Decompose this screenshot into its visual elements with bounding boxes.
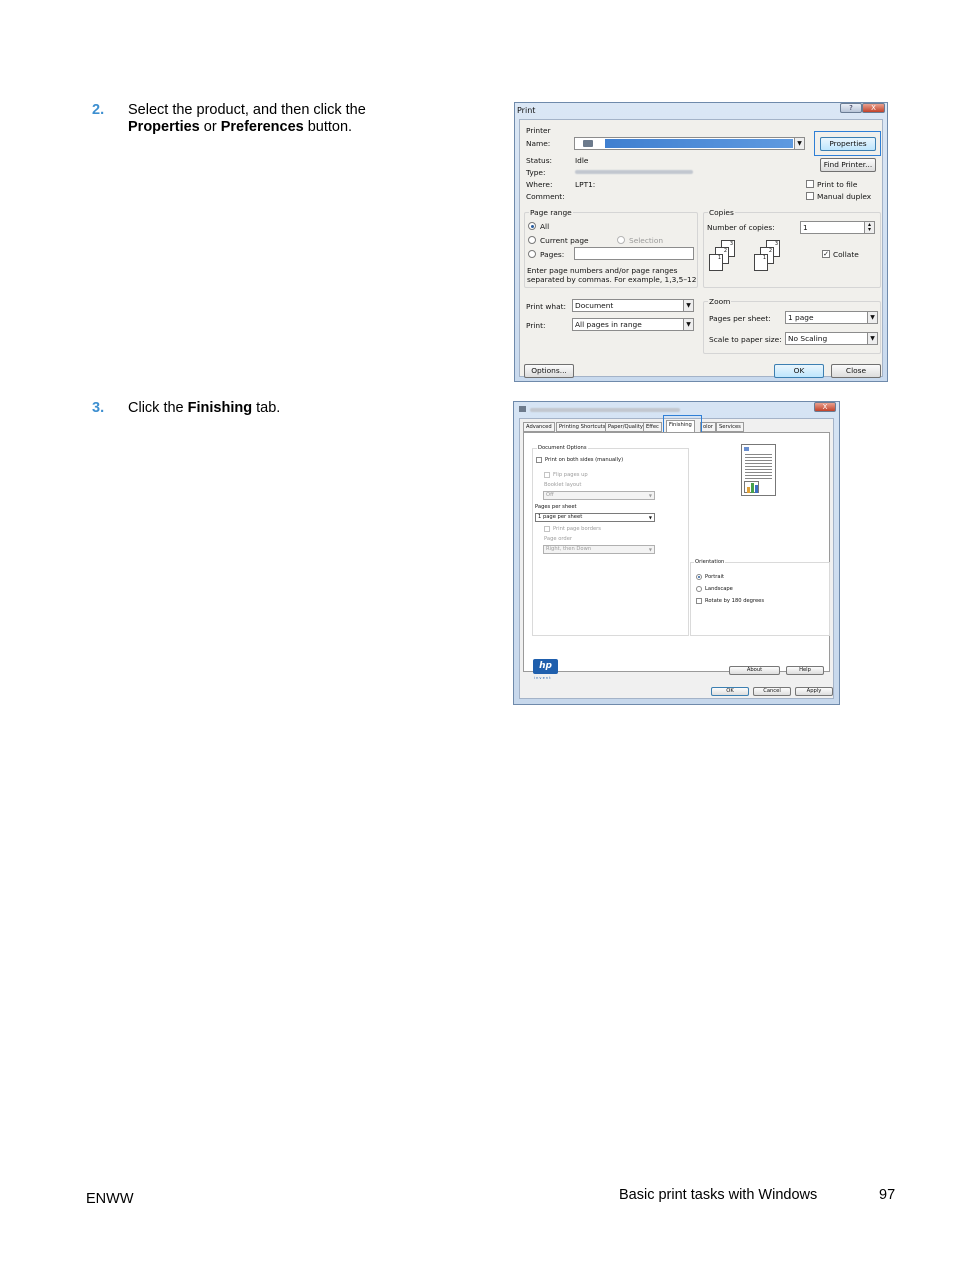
portrait-label: Portrait xyxy=(705,574,725,580)
pages-per-sheet-select[interactable]: 1 page ▼ xyxy=(785,311,878,324)
where-label: Where: xyxy=(526,180,553,189)
printer-group-label: Printer xyxy=(526,126,551,135)
rotate-checkbox[interactable] xyxy=(696,598,702,604)
number-of-copies-label: Number of copies: xyxy=(707,223,775,232)
chevron-down-icon: ▼ xyxy=(683,319,693,330)
pages-label: Pages: xyxy=(540,250,565,259)
selection-radio[interactable] xyxy=(617,236,625,244)
document-options-group xyxy=(532,445,689,636)
manual-duplex-label: Manual duplex xyxy=(817,192,872,201)
orientation-label: Orientation xyxy=(695,559,725,565)
print-what-label: Print what: xyxy=(526,302,566,311)
current-page-label: Current page xyxy=(540,236,589,245)
page-order-select[interactable]: Right, then Down ▼ xyxy=(543,545,655,554)
ok-button[interactable]: OK xyxy=(774,364,824,378)
tab-printing-shortcuts[interactable]: Printing Shortcuts xyxy=(556,422,608,432)
print-page-borders-checkbox[interactable] xyxy=(544,526,550,532)
tab-effects[interactable]: Effec xyxy=(643,422,662,432)
footer-left: ENWW xyxy=(86,1191,134,1207)
close-button[interactable]: X xyxy=(862,103,885,113)
hp-logo: hp xyxy=(533,659,558,674)
chevron-down-icon: ▼ xyxy=(867,333,877,344)
dialog-title: Print xyxy=(517,106,536,115)
copies-input[interactable]: 1 ▴ ▾ xyxy=(800,221,875,234)
step-number: 3. xyxy=(92,400,105,416)
print-to-file-label: Print to file xyxy=(817,180,858,189)
name-label: Name: xyxy=(526,139,551,148)
scale-label: Scale to paper size: xyxy=(709,335,782,344)
status-label: Status: xyxy=(526,156,553,165)
chevron-down-icon: ▼ xyxy=(648,493,652,498)
zoom-group xyxy=(703,297,881,354)
page-range-group xyxy=(524,208,698,288)
print-both-sides-checkbox[interactable] xyxy=(536,457,542,463)
cancel-button[interactable]: Cancel xyxy=(753,687,791,696)
chevron-down-icon: ▼ xyxy=(794,138,804,149)
pages-per-sheet-label: Pages per sheet: xyxy=(709,314,771,323)
landscape-label: Landscape xyxy=(705,586,733,592)
title-bar xyxy=(515,103,887,119)
landscape-radio[interactable] xyxy=(696,586,702,592)
booklet-layout-select[interactable]: Off ▼ xyxy=(543,491,655,500)
copies-label: Copies xyxy=(709,208,734,217)
finishing-panel xyxy=(523,432,830,680)
tab-color[interactable]: olor xyxy=(700,422,716,432)
help-button[interactable]: Help xyxy=(786,666,824,675)
current-page-radio[interactable] xyxy=(528,236,536,244)
print-what-select[interactable]: Document ▼ xyxy=(572,299,694,312)
chevron-down-icon: ▼ xyxy=(648,547,652,552)
flip-pages-up-label: Flip pages up xyxy=(553,472,588,478)
print-page-borders-label: Print page borders xyxy=(553,526,602,532)
properties-button[interactable]: Properties xyxy=(820,137,876,151)
printer-name-select[interactable] xyxy=(574,137,805,150)
step-number: 2. xyxy=(92,102,105,118)
find-printer-button[interactable]: Find Printer... xyxy=(820,158,876,172)
dialog-body xyxy=(519,119,883,377)
hp-invent: i n v e n t xyxy=(534,676,551,680)
print-dialog xyxy=(514,102,888,382)
orientation-group xyxy=(690,559,830,636)
chevron-down-icon: ▼ xyxy=(648,515,652,520)
copies-group xyxy=(703,208,881,288)
chevron-down-icon: ▼ xyxy=(683,300,693,311)
page-preview-icon xyxy=(741,444,776,496)
print-label: Print: xyxy=(526,321,546,330)
page-number: 97 xyxy=(879,1187,896,1203)
finishing-dialog xyxy=(513,401,840,705)
status-value: Idle xyxy=(575,156,589,165)
comment-label: Comment: xyxy=(526,192,565,201)
pages-per-sheet-label: Pages per sheet xyxy=(535,504,577,510)
scale-select[interactable]: No Scaling ▼ xyxy=(785,332,878,345)
step-text: Click the Finishing tab. xyxy=(128,400,281,416)
zoom-label: Zoom xyxy=(709,297,731,306)
rotate-label: Rotate by 180 degrees xyxy=(705,598,765,604)
booklet-layout-label: Booklet layout xyxy=(544,482,582,488)
selection-label: Selection xyxy=(629,236,664,245)
ok-button[interactable]: OK xyxy=(711,687,749,696)
collate-illustration: 3 2 1 3 2 1 xyxy=(709,240,794,280)
page-order-label: Page order xyxy=(544,536,573,542)
dialog-body xyxy=(519,418,834,699)
spinner-icon[interactable]: ▴ ▾ xyxy=(864,222,874,233)
type-label: Type: xyxy=(526,168,546,177)
pages-input[interactable] xyxy=(574,247,694,260)
print-both-sides-label: Print on both sides (manually) xyxy=(545,457,624,463)
footer-section: Basic print tasks with Windows xyxy=(619,1187,818,1203)
chevron-down-icon: ▼ xyxy=(867,312,877,323)
pages-per-sheet-select[interactable]: 1 page per sheet ▼ xyxy=(535,513,655,522)
page-range-hint: Enter page numbers and/or page ranges separated by commas. For example, 1,3,5–12 xyxy=(527,266,697,284)
print-select[interactable]: All pages in range ▼ xyxy=(572,318,694,331)
tab-paper-quality[interactable]: Paper/Quality xyxy=(605,422,646,432)
collate-label: Collate xyxy=(833,250,859,259)
print-to-file-checkbox[interactable] xyxy=(806,180,814,188)
step-text: Select the product, and then click the Properties or Preferences button. xyxy=(128,102,366,135)
collate-checkbox[interactable]: ✓ xyxy=(823,250,829,258)
manual-duplex-checkbox[interactable] xyxy=(806,192,814,200)
all-label: All xyxy=(540,222,550,231)
tab-finishing[interactable]: Finishing xyxy=(666,420,695,433)
flip-pages-up-checkbox[interactable] xyxy=(544,472,550,478)
tab-services[interactable]: Services xyxy=(716,422,744,432)
all-radio[interactable] xyxy=(528,222,536,230)
apply-button[interactable]: Apply xyxy=(795,687,833,696)
close-button[interactable]: X xyxy=(814,402,836,412)
page-range-label: Page range xyxy=(530,208,572,217)
portrait-radio[interactable] xyxy=(696,574,702,580)
printer-icon xyxy=(583,140,593,147)
tab-advanced[interactable]: Advanced xyxy=(523,422,555,432)
help-button[interactable]: ? xyxy=(840,103,862,113)
where-value: LPT1: xyxy=(575,180,596,189)
options-button[interactable]: Options... xyxy=(524,364,574,378)
close-dialog-button[interactable]: Close xyxy=(831,364,881,378)
about-button[interactable]: About xyxy=(729,666,780,675)
printer-icon xyxy=(519,406,526,412)
pages-radio[interactable] xyxy=(528,250,536,258)
document-options-label: Document Options xyxy=(538,445,587,451)
